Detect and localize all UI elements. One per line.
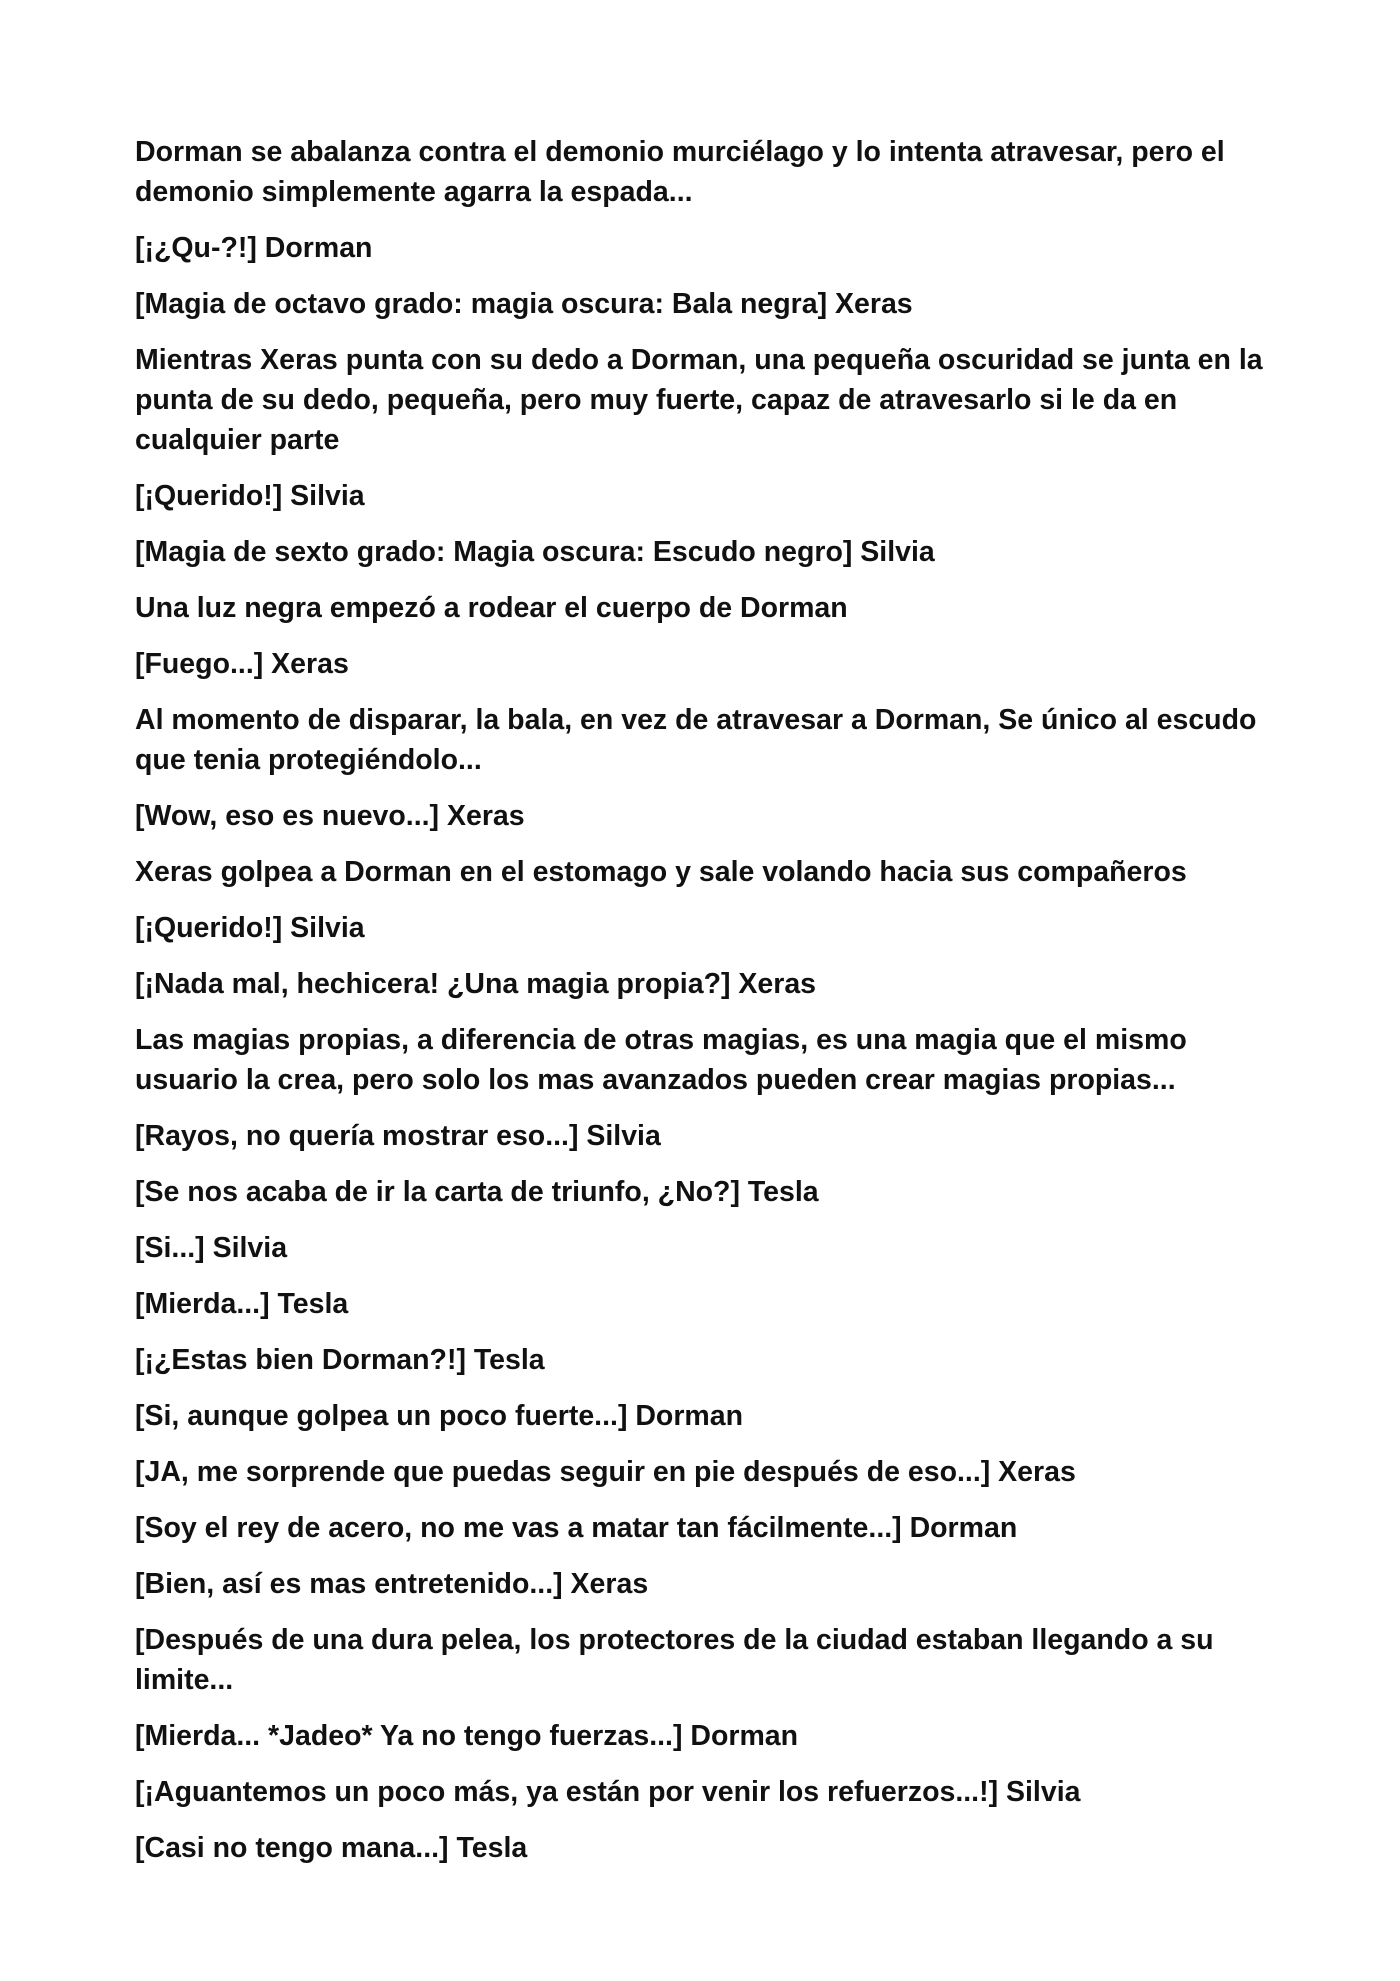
paragraph: Las magias propias, a diferencia de otras magias, es una magia que el mismo usuario la crea, pero solo los mas avanzados pueden crear magias propias... — [135, 1024, 1187, 1096]
paragraph: Mientras Xeras punta con su dedo a Dorman, una pequeña oscuridad se junta en la punta de su dedo, pequeña, pero muy fuerte, capaz de atravesarlo si le da en cualquier parte — [135, 344, 1263, 456]
paragraph: Dorman se abalanza contra el demonio murciélago y lo intenta atravesar, pero el demonio simplemente agarra la espada... — [135, 136, 1225, 208]
dialogue-line: [Wow, eso es nuevo...] Xeras — [135, 800, 525, 832]
dialogue-line: [¡Querido!] Silvia — [135, 912, 365, 944]
paragraph: Una luz negra empezó a rodear el cuerpo de Dorman — [135, 592, 848, 624]
dialogue-line: [Se nos acaba de ir la carta de triunfo, ¿No?] Tesla — [135, 1176, 819, 1208]
dialogue-line: [Bien, así es mas entretenido...] Xeras — [135, 1568, 649, 1600]
dialogue-line: [JA, me sorprende que puedas seguir en pie después de eso...] Xeras — [135, 1456, 1076, 1488]
paragraph: [Después de una dura pelea, los protectores de la ciudad estaban llegando a su limite... — [135, 1624, 1214, 1696]
dialogue-line: [¡Aguantemos un poco más, ya están por venir los refuerzos...!] Silvia — [135, 1776, 1081, 1808]
dialogue-line: [Si...] Silvia — [135, 1232, 288, 1264]
dialogue-line: [Mierda...] Tesla — [135, 1288, 349, 1320]
dialogue-line: [Casi no tengo mana...] Tesla — [135, 1832, 528, 1864]
paragraph: Xeras golpea a Dorman en el estomago y sale volando hacia sus compañeros — [135, 856, 1187, 888]
paragraph: Al momento de disparar, la bala, en vez de atravesar a Dorman, Se único al escudo que tenia protegiéndolo... — [135, 704, 1257, 776]
dialogue-line: [¡Nada mal, hechicera! ¿Una magia propia?] Xeras — [135, 968, 817, 1000]
dialogue-line: [Soy el rey de acero, no me vas a matar tan fácilmente...] Dorman — [135, 1512, 1018, 1544]
dialogue-line: [¡¿Estas bien Dorman?!] Tesla — [135, 1344, 545, 1376]
document-body — [135, 132, 1275, 1884]
dialogue-line: [Fuego...] Xeras — [135, 648, 349, 680]
dialogue-line: [Mierda... *Jadeo* Ya no tengo fuerzas...] Dorman — [135, 1720, 799, 1752]
dialogue-line: [Rayos, no quería mostrar eso...] Silvia — [135, 1120, 661, 1152]
dialogue-line: [Si, aunque golpea un poco fuerte...] Dorman — [135, 1400, 744, 1432]
dialogue-line: [¡Querido!] Silvia — [135, 480, 365, 512]
dialogue-line: [¡¿Qu-?!] Dorman — [135, 232, 373, 264]
dialogue-line: [Magia de octavo grado: magia oscura: Bala negra] Xeras — [135, 288, 913, 320]
dialogue-line: [Magia de sexto grado: Magia oscura: Escudo negro] Silvia — [135, 536, 935, 568]
